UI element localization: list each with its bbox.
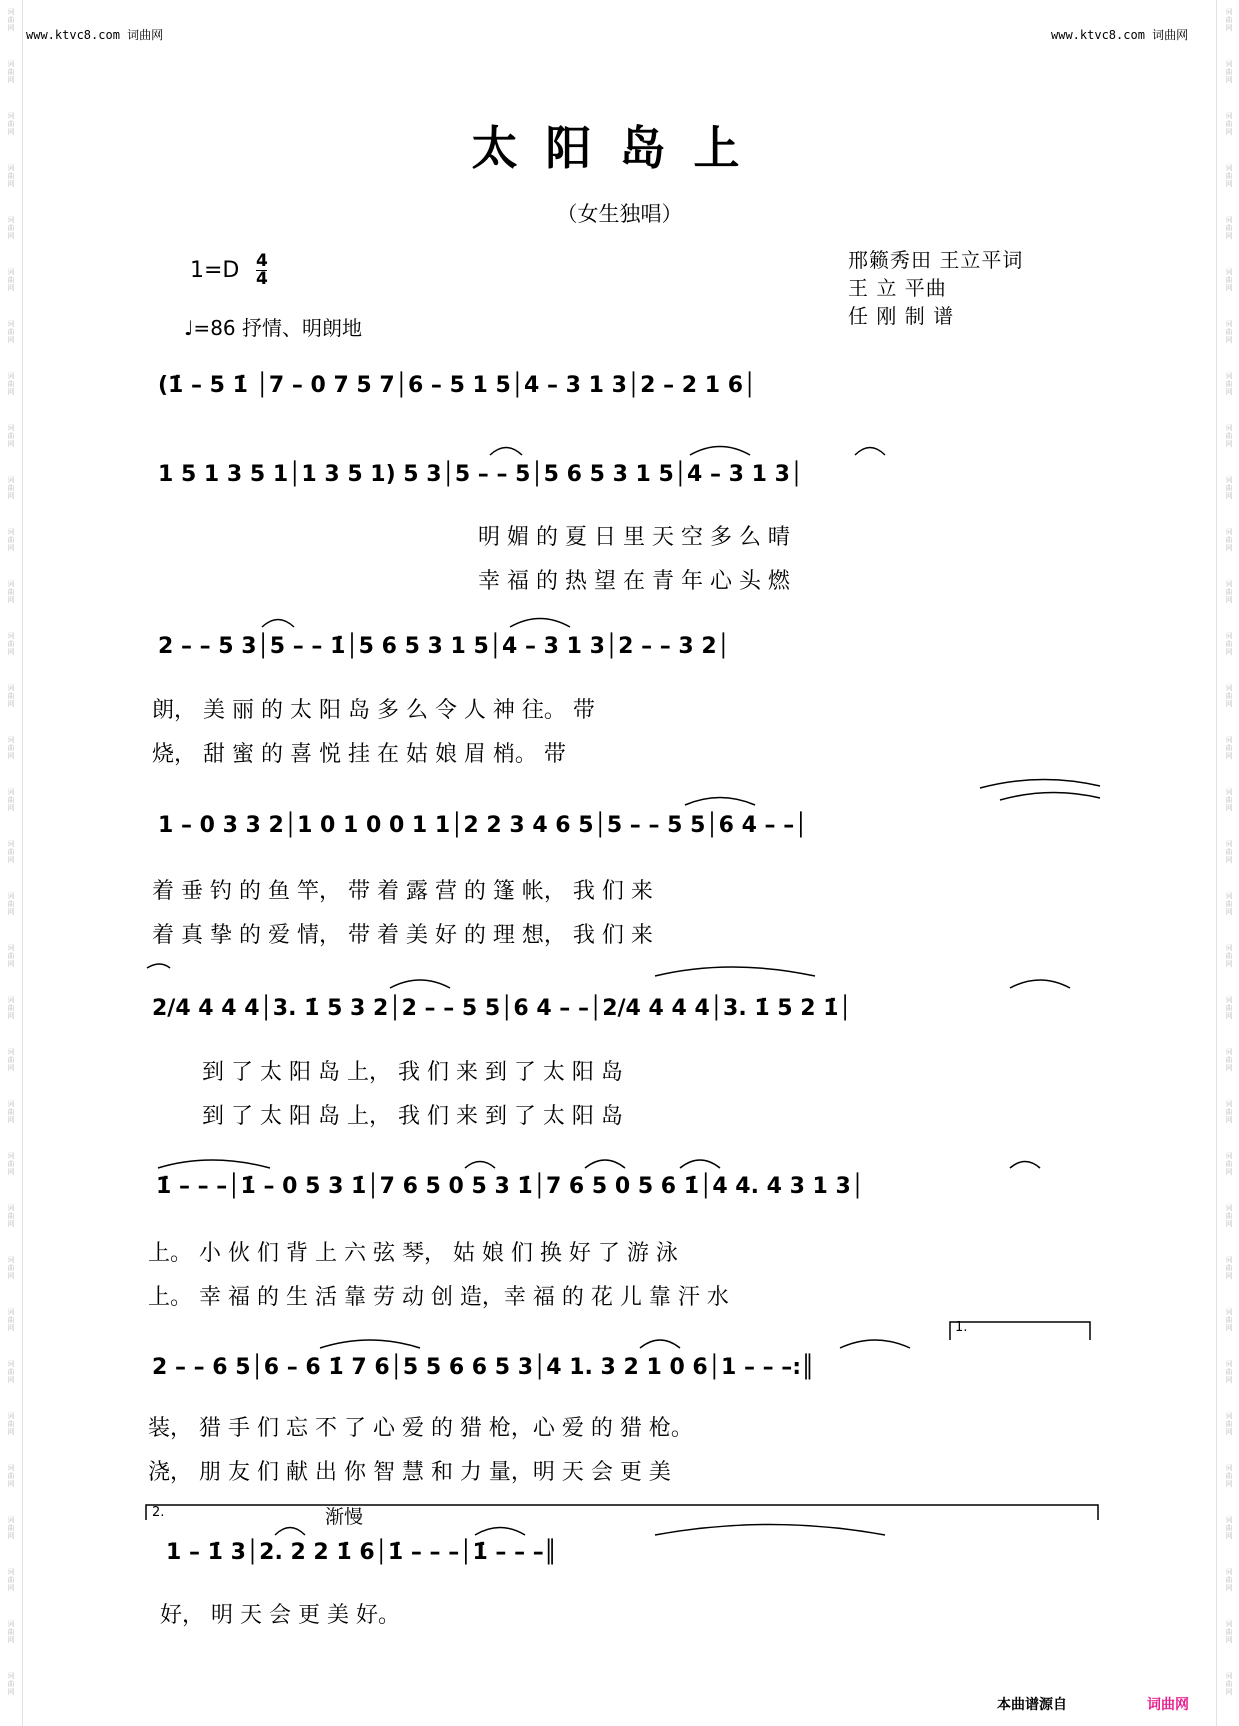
header-left-url[interactable]: www.ktvc8.com xyxy=(26,28,120,42)
ritardando-marking: 渐慢 xyxy=(325,1506,364,1528)
side-watermark-text: 词 曲 网 xyxy=(7,1516,15,1540)
side-watermark-text: 词 曲 网 xyxy=(1225,840,1233,864)
side-watermark-text: 词 曲 网 xyxy=(1225,1672,1233,1696)
slur-10 xyxy=(390,980,450,988)
side-watermark-text: 词 曲 网 xyxy=(7,944,15,968)
lyric-line-6-verse-2: 上。 幸 福 的 生 活 靠 劳 动 创 造，幸 福 的 花 儿 靠 汗 水 xyxy=(148,1285,729,1310)
side-watermark-text: 词 曲 网 xyxy=(1225,476,1233,500)
side-watermark-text: 词 曲 网 xyxy=(1225,268,1233,292)
lyric-line-5-verse-2: 到 了 太 阳 岛 上， 我 们 来 到 了 太 阳 岛 xyxy=(202,1104,623,1129)
side-watermark-text: 词 曲 网 xyxy=(1225,112,1233,136)
side-watermark-text: 词 曲 网 xyxy=(7,580,15,604)
side-watermark-text: 词 曲 网 xyxy=(7,1568,15,1592)
lyric-line-2-verse-2: 幸 福 的 热 望 在 青 年 心 头 燃 xyxy=(478,569,790,594)
slur-16 xyxy=(680,1160,720,1168)
notation-line-5: 2/4 4 4 4│3. 1̇ 5 3 2│2 – – 5 5│6 4 – –│2/4 4 4 4│3. 1̇ 5 2 1̇│ xyxy=(152,996,852,1021)
lyric-line-7-verse-2: 浇， 朋 友 们 献 出 你 智 慧 和 力 量，明 天 会 更 美 xyxy=(148,1460,671,1485)
slur-14 xyxy=(465,1162,495,1169)
tempo-marking: ♩=86 抒情、明朗地 xyxy=(184,316,362,340)
lyric-line-8: 好， 明 天 会 更 美 好。 xyxy=(160,1603,400,1628)
side-watermark-text: 词 曲 网 xyxy=(7,1152,15,1176)
time-signature-bottom: 4 xyxy=(256,269,268,289)
side-watermark-text: 词 曲 网 xyxy=(7,424,15,448)
slur-21 xyxy=(275,1528,305,1536)
slur-20 xyxy=(840,1340,910,1348)
side-watermark-text: 词 曲 网 xyxy=(7,1100,15,1124)
slur-6 xyxy=(685,798,755,806)
lyric-line-4-verse-2: 着 真 挚 的 爱 情， 带 着 美 好 的 理 想， 我 们 来 xyxy=(152,923,653,948)
side-watermark-text: 词 曲 网 xyxy=(7,1464,15,1488)
side-watermark-text: 词 曲 网 xyxy=(1225,892,1233,916)
credit-lyricist: 邢籁秀田 王立平词 xyxy=(848,248,1024,272)
side-watermark-text: 词 曲 网 xyxy=(1225,1256,1233,1280)
side-watermark-text: 词 曲 网 xyxy=(7,1620,15,1644)
notation-line-1: (1̇ – 5 1̇ │7 – 0 7 5 7│6 – 5 1 5│4 – 3 1 3│2 – 2 1 6│ xyxy=(158,373,757,398)
side-watermark-text: 词 曲 网 xyxy=(1225,1620,1233,1644)
side-watermark-text: 词 曲 网 xyxy=(1225,1100,1233,1124)
side-watermark-text: 词 曲 网 xyxy=(1225,1464,1233,1488)
side-watermark-text: 词 曲 网 xyxy=(1225,632,1233,656)
slur-3 xyxy=(855,448,885,456)
footer-source-label: 本曲谱源自 xyxy=(997,1697,1067,1713)
side-watermark-text: 词 曲 网 xyxy=(7,736,15,760)
side-watermark-text: 词 曲 网 xyxy=(7,112,15,136)
first-ending-label: 1. xyxy=(955,1320,968,1335)
lyric-line-4-verse-1: 着 垂 钓 的 鱼 竿， 带 着 露 营 的 篷 帐， 我 们 来 xyxy=(152,879,653,904)
side-watermark-text: 词 曲 网 xyxy=(1225,528,1233,552)
slur-11 xyxy=(655,967,815,976)
footer-source-site[interactable]: 词曲网 xyxy=(1147,1697,1189,1713)
lyric-line-6-verse-1: 上。 小 伙 们 背 上 六 弦 琴， 姑 娘 们 换 好 了 游 泳 xyxy=(148,1241,678,1266)
side-watermark-text: 词 曲 网 xyxy=(1225,1048,1233,1072)
side-watermark-text: 词 曲 网 xyxy=(1225,320,1233,344)
side-watermark-text: 词 曲 网 xyxy=(1225,1516,1233,1540)
side-watermark-text: 词 曲 网 xyxy=(1225,1568,1233,1592)
lyric-line-5-verse-1: 到 了 太 阳 岛 上， 我 们 来 到 了 太 阳 岛 xyxy=(202,1060,623,1085)
side-watermark-text: 词 曲 网 xyxy=(1225,1152,1233,1176)
notation-line-7: 2 – – 6 5│6 – 6 1̇ 7 6│5 5 6 6 5 3│4 1. 3 2 1 0 6│1 – – –:║ xyxy=(152,1355,815,1380)
side-watermark-text: 词 曲 网 xyxy=(7,996,15,1020)
slur-13 xyxy=(158,1160,270,1168)
side-watermark-text: 词 曲 网 xyxy=(1225,216,1233,240)
slur-22 xyxy=(475,1528,525,1536)
side-watermark-text: 词 曲 网 xyxy=(7,164,15,188)
side-watermark-text: 词 曲 网 xyxy=(7,60,15,84)
second-ending-label: 2. xyxy=(152,1505,165,1520)
credit-composer: 王 立 平曲 xyxy=(848,276,947,300)
slur-17 xyxy=(1010,1162,1040,1169)
side-watermark-text: 词 曲 网 xyxy=(1225,164,1233,188)
side-watermark-text: 词 曲 网 xyxy=(7,1308,15,1332)
side-watermark-text: 词 曲 网 xyxy=(7,476,15,500)
slur-1 xyxy=(490,448,522,456)
slur-4 xyxy=(262,620,294,628)
side-watermark-text: 词 曲 网 xyxy=(1225,944,1233,968)
notation-line-4: 1 – 0 3 3 2│1 0 1 0 0 1 1│2 2 3 4 6 5│5 – – 5 5│6 4 – –│ xyxy=(158,813,808,838)
side-watermark-text: 词 曲 网 xyxy=(7,216,15,240)
slur-15 xyxy=(585,1160,625,1168)
lyric-line-7-verse-1: 装， 猎 手 们 忘 不 了 心 爱 的 猎 枪，心 爱 的 猎 枪。 xyxy=(148,1416,693,1441)
side-watermark-text: 词 曲 网 xyxy=(7,372,15,396)
header-right-site: 词曲网 xyxy=(1152,28,1189,42)
slur-19 xyxy=(640,1340,680,1348)
slur-5 xyxy=(510,619,570,628)
side-watermark-text: 词 曲 网 xyxy=(7,1412,15,1436)
side-watermark-text: 词 曲 网 xyxy=(1225,736,1233,760)
second-ending-bracket xyxy=(146,1505,1098,1520)
notation-line-3: 2 – – 5 3│5 – – 1̇│5 6 5 3 1 5│4 – 3 1 3│2 – – 3 2│ xyxy=(158,634,730,659)
slur-12 xyxy=(1010,980,1070,988)
side-watermark-text: 词 曲 网 xyxy=(1225,684,1233,708)
slur-8 xyxy=(1000,792,1100,800)
side-watermark-text: 词 曲 网 xyxy=(1225,424,1233,448)
notation-line-6: 1̇ – – –│1̇ – 0 5 3 1̇│7 6 5 0 5 3 1̇│7 6 5 0 5 6 1̇│4 4. 4 3 1 3│ xyxy=(156,1174,865,1199)
header-left-site: 词曲网 xyxy=(127,28,164,42)
side-watermark-text: 词 曲 网 xyxy=(7,684,15,708)
side-watermark-text: 词 曲 网 xyxy=(1225,1360,1233,1384)
side-watermark-text: 词 曲 网 xyxy=(7,1360,15,1384)
notation-line-2: 1 5 1 3 5 1│1 3 5 1) 5 3│5 – – 5│5 6 5 3 1 5│4 – 3 1 3│ xyxy=(158,462,804,487)
side-watermark-text: 词 曲 网 xyxy=(1225,996,1233,1020)
side-watermark-text: 词 曲 网 xyxy=(7,320,15,344)
side-watermark-text: 词 曲 网 xyxy=(1225,60,1233,84)
key-signature: 1=D xyxy=(190,258,240,283)
slur-23 xyxy=(655,1525,885,1536)
slur-9 xyxy=(147,964,170,968)
lyric-line-2-verse-1: 明 媚 的 夏 日 里 天 空 多 么 晴 xyxy=(478,525,790,550)
side-watermark-text: 词 曲 网 xyxy=(7,632,15,656)
credit-arranger: 任 刚 制 谱 xyxy=(848,304,955,328)
side-watermark-text: 词 曲 网 xyxy=(7,1048,15,1072)
side-watermark-text: 词 曲 网 xyxy=(7,840,15,864)
side-watermark-text: 词 曲 网 xyxy=(7,268,15,292)
side-watermark-text: 词 曲 网 xyxy=(1225,580,1233,604)
slur-18 xyxy=(320,1340,420,1348)
side-watermark-text: 词 曲 网 xyxy=(7,1672,15,1696)
side-watermark-text: 词 曲 网 xyxy=(7,1204,15,1228)
notation-line-8: 1 – 1̇ 3│2. 2 2 1̇ 6│1̇ – – –│1̇ – – –║ xyxy=(166,1540,557,1565)
side-watermark-text: 词 曲 网 xyxy=(1225,372,1233,396)
side-watermark-text: 词 曲 网 xyxy=(7,788,15,812)
lyric-line-3-verse-2: 烧， 甜 蜜 的 喜 悦 挂 在 姑 娘 眉 梢。 带 xyxy=(152,742,566,767)
song-title: 太阳岛上 xyxy=(471,121,768,175)
side-watermark-text: 词 曲 网 xyxy=(1225,1308,1233,1332)
side-watermark-text: 词 曲 网 xyxy=(7,1256,15,1280)
side-watermark-text: 词 曲 网 xyxy=(1225,788,1233,812)
header-right-url[interactable]: www.ktvc8.com xyxy=(1051,28,1145,42)
side-watermark-text: 词 曲 网 xyxy=(7,892,15,916)
side-watermark-text: 词 曲 网 xyxy=(7,528,15,552)
time-signature-top: 4 xyxy=(256,251,268,271)
side-watermark-text: 词 曲 网 xyxy=(1225,8,1233,32)
first-ending-bracket xyxy=(950,1322,1090,1340)
side-watermark-text: 词 曲 网 xyxy=(1225,1204,1233,1228)
side-watermark-text: 词 曲 网 xyxy=(7,8,15,32)
slur-7 xyxy=(980,779,1100,788)
lyric-line-3-verse-1: 朗， 美 丽 的 太 阳 岛 多 么 令 人 神 往。 带 xyxy=(152,698,595,723)
slur-2 xyxy=(690,447,750,456)
song-subtitle: （女生独唱） xyxy=(556,202,683,226)
side-watermark-text: 词 曲 网 xyxy=(1225,1412,1233,1436)
